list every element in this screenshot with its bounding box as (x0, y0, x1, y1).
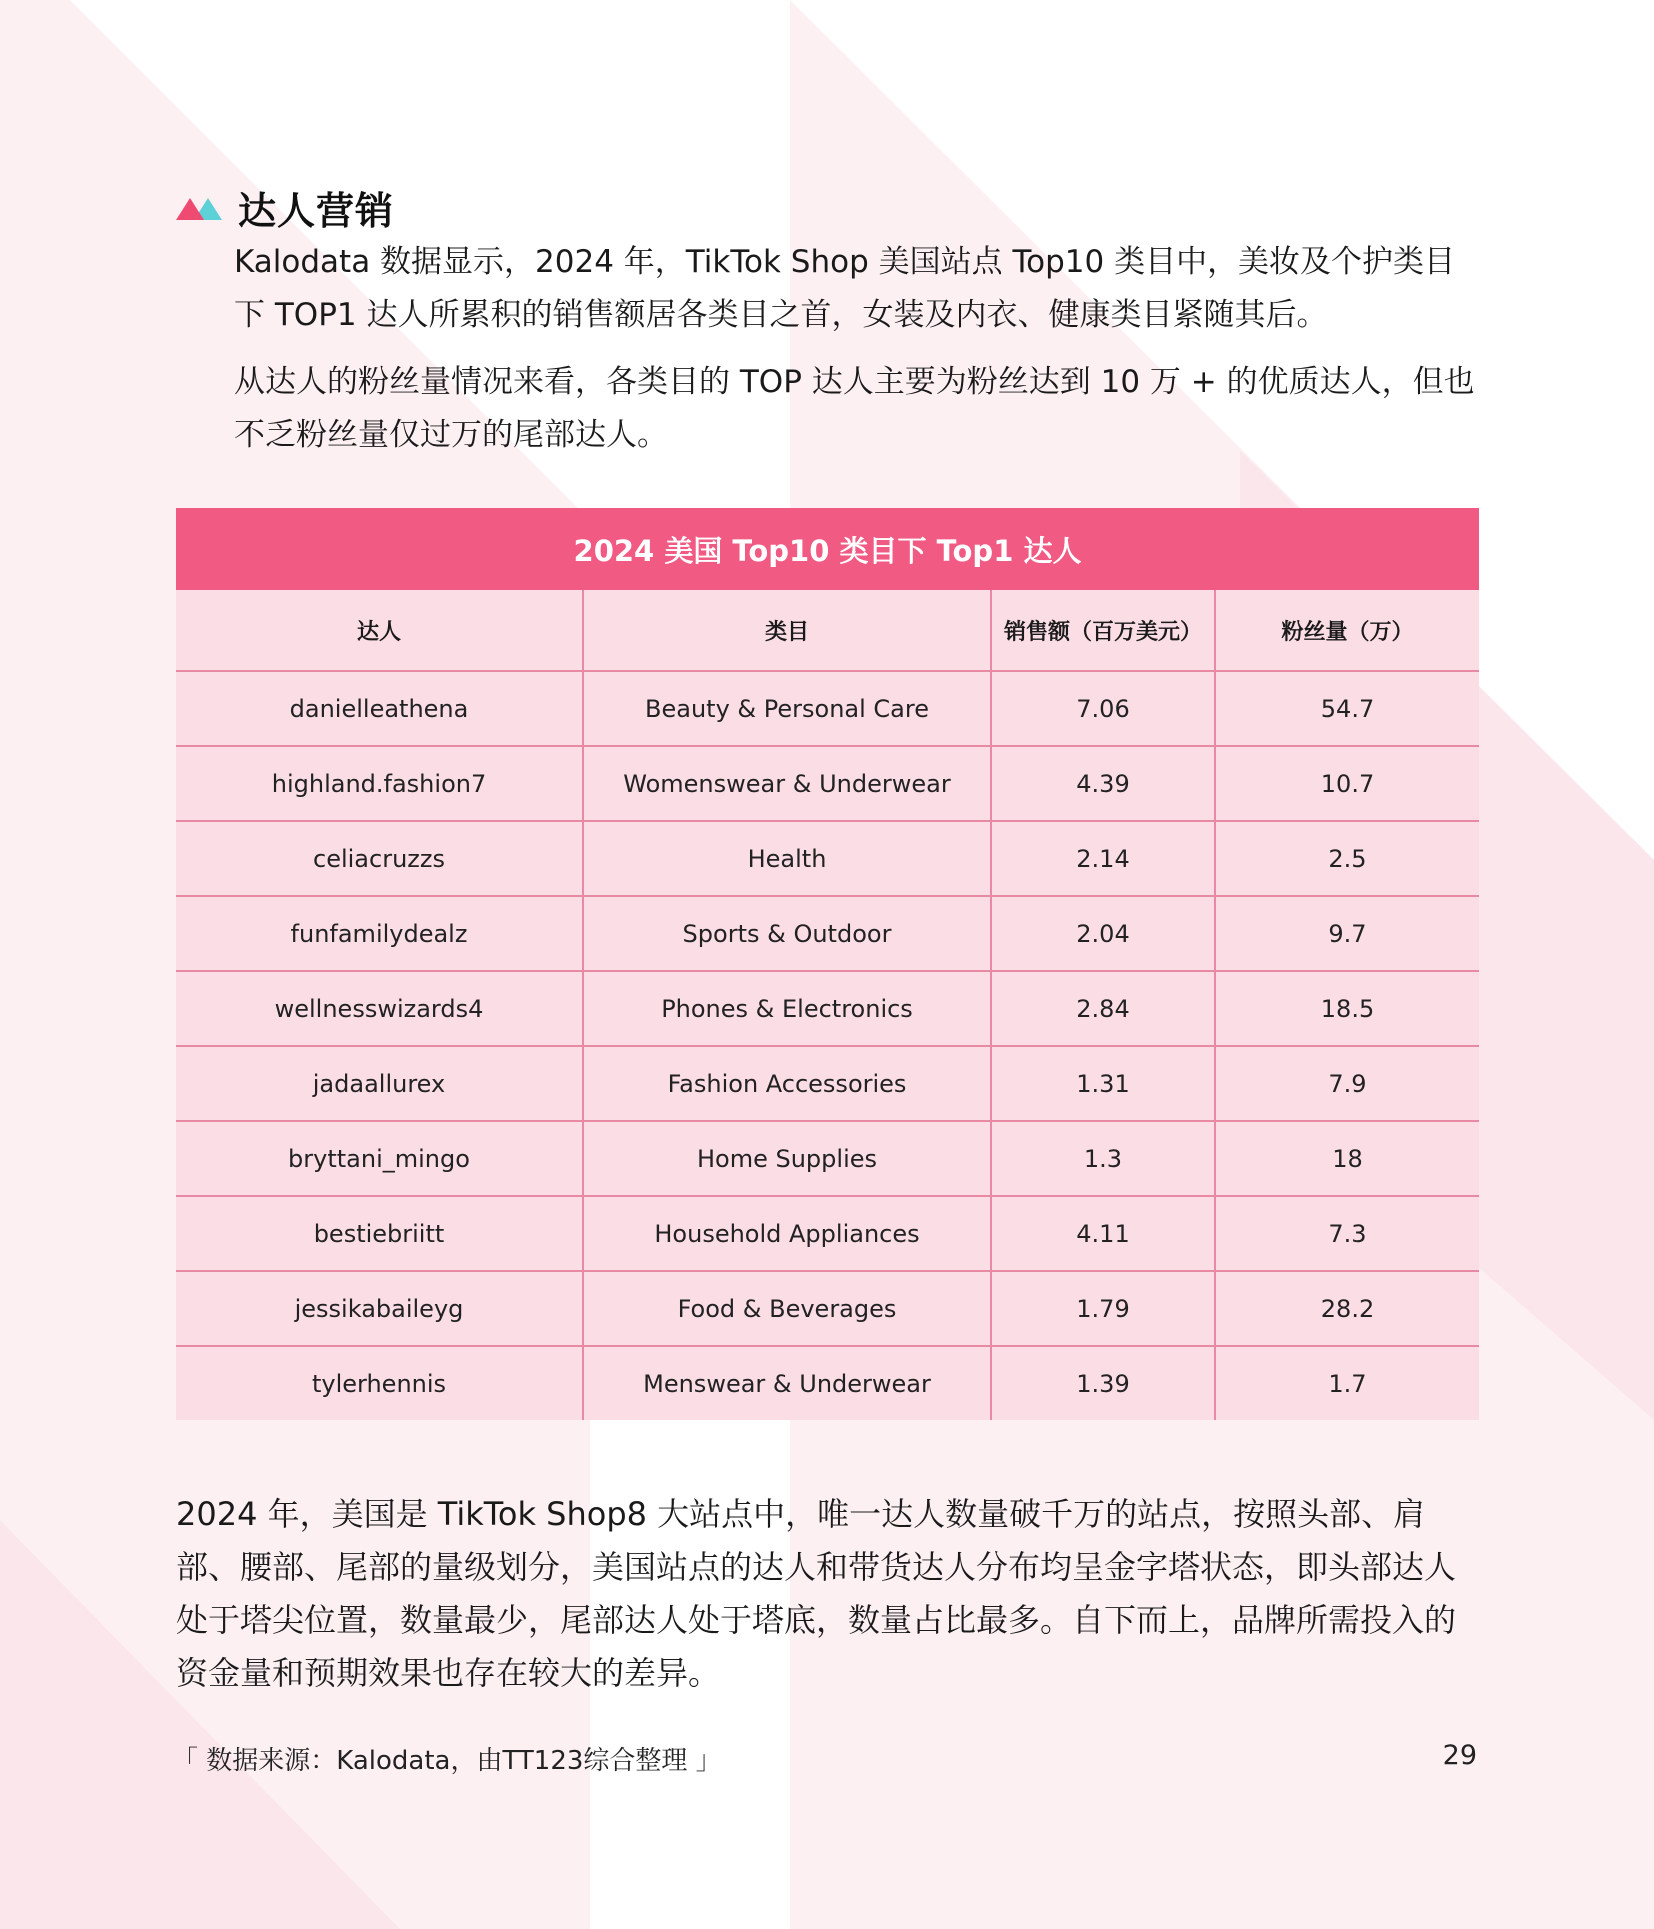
header-creator: 达人 (176, 590, 583, 671)
intro-paragraph: Kalodata 数据显示，2024 年，TikTok Shop 美国站点 Top10 类目中，美妆及个护类目下 TOP1 达人所累积的销售额居各类目之首，女装及内衣、健康类目紧随其后。 (234, 244, 1456, 333)
cell-creator: bryttani_mingo (176, 1121, 583, 1196)
top-creators-table (176, 508, 1479, 1420)
cell-creator: danielleathena (176, 671, 583, 746)
fans-paragraph: 从达人的粉丝量情况来看，各类目的 TOP 达人主要为粉丝达到 10 万 + 的优质达人，但也不乏粉丝量仅过万的尾部达人。 (234, 364, 1475, 453)
table-body (176, 671, 1479, 1420)
header-sales: 销售额（百万美元） (991, 590, 1215, 671)
cell-creator: funfamilydealz (176, 896, 583, 971)
page-number: 29 (1442, 1740, 1477, 1771)
cell-followers: 7.9 (1215, 1046, 1479, 1121)
cell-category: Household Appliances (583, 1196, 991, 1271)
data-source-note: 「 数据来源：Kalodata，由TT123综合整理 」 (172, 1746, 722, 1776)
cell-sales: 2.04 (991, 896, 1215, 971)
table-title: 2024 美国 Top10 类目下 Top1 达人 (176, 508, 1479, 590)
section-title: 达人营销 (238, 189, 395, 233)
cell-category: Phones & Electronics (583, 971, 991, 1046)
cell-sales: 4.11 (991, 1196, 1215, 1271)
cell-creator: wellnesswizards4 (176, 971, 583, 1046)
cell-category: Health (583, 821, 991, 896)
table-row (176, 971, 1479, 1046)
table-row (176, 671, 1479, 746)
cell-followers: 9.7 (1215, 896, 1479, 971)
cell-sales: 4.39 (991, 746, 1215, 821)
table-row (176, 1346, 1479, 1420)
cell-sales: 7.06 (991, 671, 1215, 746)
table-row (176, 821, 1479, 896)
cell-category: Fashion Accessories (583, 1046, 991, 1121)
cell-followers: 18.5 (1215, 971, 1479, 1046)
table-row (176, 746, 1479, 821)
table-row (176, 1046, 1479, 1121)
cell-followers: 54.7 (1215, 671, 1479, 746)
cell-sales: 1.31 (991, 1046, 1215, 1121)
cell-category: Sports & Outdoor (583, 896, 991, 971)
pyramid-paragraph: 2024 年，美国是 TikTok Shop8 大站点中，唯一达人数量破千万的站点，按照头部、肩部、腰部、尾部的量级划分，美国站点的达人和带货达人分布均呈金字塔状态，即头部达人处于塔尖位置，数量最少，尾部达人处于塔底，数量占比最多。自下而上，品牌所需投入的资金量和预期效果也存在较大的差异。 (176, 1495, 1457, 1692)
table-header-row (176, 590, 1479, 671)
cell-followers: 2.5 (1215, 821, 1479, 896)
cell-sales: 1.3 (991, 1121, 1215, 1196)
header-followers: 粉丝量（万） (1215, 590, 1479, 671)
table-row (176, 896, 1479, 971)
cell-creator: jadaallurex (176, 1046, 583, 1121)
cell-followers: 28.2 (1215, 1271, 1479, 1346)
triangles-logo-icon (176, 194, 224, 222)
cell-category: Beauty & Personal Care (583, 671, 991, 746)
cell-sales: 1.79 (991, 1271, 1215, 1346)
cell-creator: tylerhennis (176, 1346, 583, 1420)
header-category: 类目 (583, 590, 991, 671)
cell-category: Home Supplies (583, 1121, 991, 1196)
cell-sales: 1.39 (991, 1346, 1215, 1420)
cell-followers: 7.3 (1215, 1196, 1479, 1271)
cell-creator: bestiebriitt (176, 1196, 583, 1271)
cell-sales: 2.14 (991, 821, 1215, 896)
cell-followers: 18 (1215, 1121, 1479, 1196)
cell-category: Menswear & Underwear (583, 1346, 991, 1420)
section-header (176, 180, 394, 235)
cell-category: Food & Beverages (583, 1271, 991, 1346)
table-row (176, 1271, 1479, 1346)
cell-followers: 1.7 (1328, 1369, 1367, 1398)
cell-creator: highland.fashion7 (176, 746, 583, 821)
cell-followers: 10.7 (1215, 746, 1479, 821)
cell-creator: celiacruzzs (176, 821, 583, 896)
creators-grid (176, 590, 1479, 1420)
table-row (176, 1121, 1479, 1196)
cell-sales: 2.84 (991, 971, 1215, 1046)
cell-creator: jessikabaileyg (176, 1271, 583, 1346)
table-row (176, 1196, 1479, 1271)
cell-category: Womenswear & Underwear (583, 746, 991, 821)
